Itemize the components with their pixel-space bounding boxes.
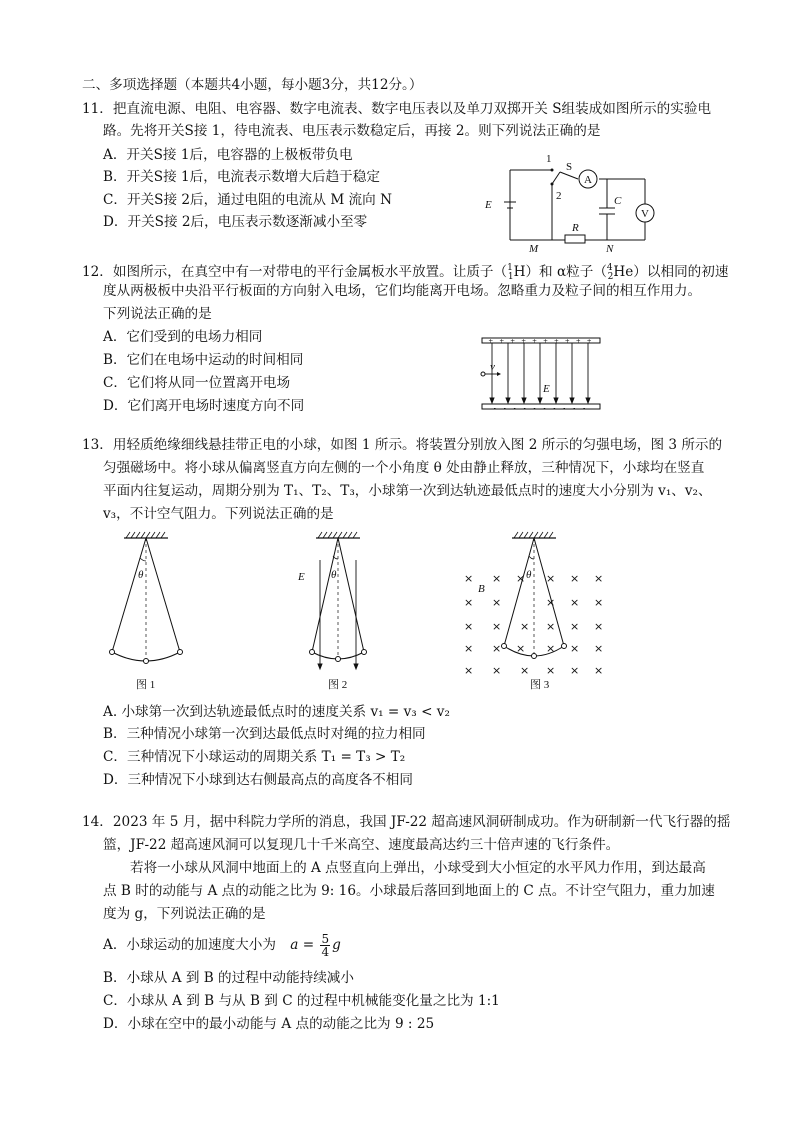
q12-option-d: D．它们离开电场时速度方向不同 xyxy=(103,398,305,414)
q13-stem-line3: 平面内往复运动，周期分别为 T₁、T₂、T₃，小球第一次到达轨迹最低点时的速度大小分别为 v₁、v₂、 xyxy=(103,483,712,499)
svg-text:×: × xyxy=(464,572,474,585)
velocity-label: v xyxy=(490,361,495,373)
svg-text:×: × xyxy=(516,642,526,655)
q12-option-a: A．它们受到的电场力相同 xyxy=(103,329,263,345)
b-field-label: B xyxy=(478,583,485,595)
bottom-plate-charges: - - - - - - - - - - xyxy=(493,405,589,412)
svg-text:×: × xyxy=(570,596,580,609)
q14-option-a: A．小球运动的加速度大小为 a = $\frac{5}{4}$ g xyxy=(103,932,341,959)
q11-option-b: B．开关S接 1后，电流表示数增大后趋于稳定 xyxy=(103,169,380,185)
svg-text:×: × xyxy=(464,620,474,633)
svg-text:×: × xyxy=(492,620,502,633)
svg-text:×: × xyxy=(546,572,556,585)
figure-3-caption: 图 3 xyxy=(530,679,550,691)
svg-text:×: × xyxy=(492,596,502,609)
svg-text:×: × xyxy=(594,596,604,609)
q14-option-b: B．小球从 A 到 B 的过程中动能持续减小 xyxy=(103,970,354,986)
switch-terminal-2-label: 2 xyxy=(556,190,562,202)
q13-figure-3 xyxy=(460,530,610,692)
q11-option-c: C．开关S接 2后，通过电阻的电流从 M 流向 N xyxy=(103,192,392,208)
q14-option-c: C．小球从 A 到 B 与从 B 到 C 的过程中机械能变化量之比为 1:1 xyxy=(103,993,500,1009)
e-field-label: E xyxy=(298,571,305,583)
section-title: 二、多项选择题（本题共4小题，每小题3分，共12分。） xyxy=(82,77,423,93)
q12-option-c: C．它们将从同一位置离开电场 xyxy=(103,375,291,391)
svg-text:×: × xyxy=(492,572,502,585)
capacitor-label: C xyxy=(614,195,622,207)
svg-text:×: × xyxy=(546,620,556,633)
point-n-label: N xyxy=(606,243,614,255)
svg-text:×: × xyxy=(464,596,474,609)
q13-stem-line1: 13．用轻质绝缘细线悬挂带正电的小球，如图 1 所示。将装置分别放入图 2 所示的匀强电场，图 3 所示的 xyxy=(82,437,723,453)
q11-option-a: A．开关S接 1后，电容器的上极板带负电 xyxy=(103,147,353,163)
svg-text:×: × xyxy=(594,664,604,677)
particle xyxy=(481,372,485,376)
q12-stem-line2: 度从两极板中央沿平行板面的方向射入电场，它们均能离开电场。忽略重力及粒子间的相互作用力。 xyxy=(103,283,702,299)
svg-text:×: × xyxy=(546,664,556,677)
svg-text:×: × xyxy=(492,664,502,677)
switch-label: S xyxy=(566,161,573,173)
theta-label-1: θ xyxy=(138,569,144,581)
svg-text:V: V xyxy=(641,208,649,220)
q14-stem-line2: 篮，JF-22 超高速风洞可以复现几十千米高空、速度最高达约三十倍声速的飞行条件。 xyxy=(103,837,620,853)
svg-text:A: A xyxy=(584,174,592,186)
figure-2-caption: 图 2 xyxy=(328,679,348,691)
q11-option-d: D．开关S接 2后，电压表示数逐渐减小至零 xyxy=(103,214,368,230)
q13-option-c: C．三种情况下小球运动的周期关系 T₁ = T₃ > T₂ xyxy=(103,749,406,765)
top-plate-charges: + + + + + + + + + + xyxy=(488,338,594,345)
svg-text:×: × xyxy=(570,620,580,633)
svg-text:×: × xyxy=(570,572,580,585)
field-label: E xyxy=(543,383,550,395)
svg-text:×: × xyxy=(546,596,556,609)
q13-option-d: D．三种情况下小球到达右侧最高点的高度各不相同 xyxy=(103,772,413,788)
q14-stem-line4: 点 B 时的动能与 A 点的动能之比为 9: 16。小球最后落回到地面上的 C 点。不计空气阻力，重力加速 xyxy=(103,883,715,899)
q13-stem-line2: 匀强磁场中。将小球从偏离竖直方向左侧的一个小角度 θ 处由静止释放，三种情况下，小球均在竖直 xyxy=(103,460,705,476)
resistor-label: R xyxy=(572,222,579,234)
svg-text:×: × xyxy=(520,620,530,633)
svg-text:×: × xyxy=(570,664,580,677)
q11-stem-line1: 11．把直流电源、电阻、电容器、数字电流表、数字电压表以及单刀双掷开关 S组装成如图所示的实验电 xyxy=(82,101,712,117)
q12-option-b: B．它们在电场中运动的时间相同 xyxy=(103,352,304,368)
point-m-label: M xyxy=(529,243,539,255)
fraction: $\frac{5}{4}$ xyxy=(321,932,330,959)
emf-label: E xyxy=(485,199,492,211)
figure-1-caption: 图 1 xyxy=(136,679,156,691)
field-lines xyxy=(490,343,590,403)
svg-text:×: × xyxy=(464,642,474,655)
q11-stem-line2: 路。先将开关S接 1，待电流表、电压表示数稳定后，再接 2。则下列说法正确的是 xyxy=(103,123,601,139)
svg-text:×: × xyxy=(520,664,530,677)
q13-option-a: A. 小球第一次到达轨迹最低点时的速度关系 v₁ = v₃ < v₂ xyxy=(103,704,450,720)
theta-label-3: θ xyxy=(526,569,532,581)
theta-label-2: θ xyxy=(331,569,337,581)
q14-option-d: D．小球在空中的最小动能与 A 点的动能之比为 9 : 25 xyxy=(103,1016,435,1032)
svg-text:×: × xyxy=(546,642,556,655)
svg-text:×: × xyxy=(516,572,526,585)
svg-text:×: × xyxy=(570,642,580,655)
q14-stem-line1: 14．2023 年 5 月，据中科院力学所的消息，我国 JF-22 超高速风洞研制成功。作为研制新一代飞行器的摇 xyxy=(82,814,731,830)
svg-text:×: × xyxy=(464,664,474,677)
q13-figure-1 xyxy=(100,530,200,692)
voltmeter xyxy=(636,204,654,222)
q13-figure-2 xyxy=(290,530,390,692)
svg-text:×: × xyxy=(594,572,604,585)
q12-plates-figure xyxy=(478,334,608,416)
ammeter xyxy=(579,170,597,188)
q14-stem-line3: 若将一小球从风洞中地面上的 A 点竖直向上弹出，小球受到大小恒定的水平风力作用，到达最高 xyxy=(130,860,706,876)
q11-circuit-figure xyxy=(480,150,660,255)
svg-text:×: × xyxy=(594,620,604,633)
switch-terminal-1-label: 1 xyxy=(546,153,552,165)
q13-option-b: B．三种情况小球第一次到达最低点时对绳的拉力相同 xyxy=(103,726,426,742)
q14-stem-line5: 度为 g，下列说法正确的是 xyxy=(103,906,266,922)
b-field-crosses xyxy=(464,572,603,677)
q12-stem-line1: 12．如图所示，在真空中有一对带电的平行金属板水平放置。让质子（$^1_1$H）和 α粒子（$^4_2$He）以相同的初速 xyxy=(82,263,729,282)
svg-text:×: × xyxy=(492,642,502,655)
q13-stem-line4: v₃，不计空气阻力。下列说法正确的是 xyxy=(103,506,334,522)
q12-stem-line3: 下列说法正确的是 xyxy=(103,306,212,322)
svg-text:×: × xyxy=(594,642,604,655)
